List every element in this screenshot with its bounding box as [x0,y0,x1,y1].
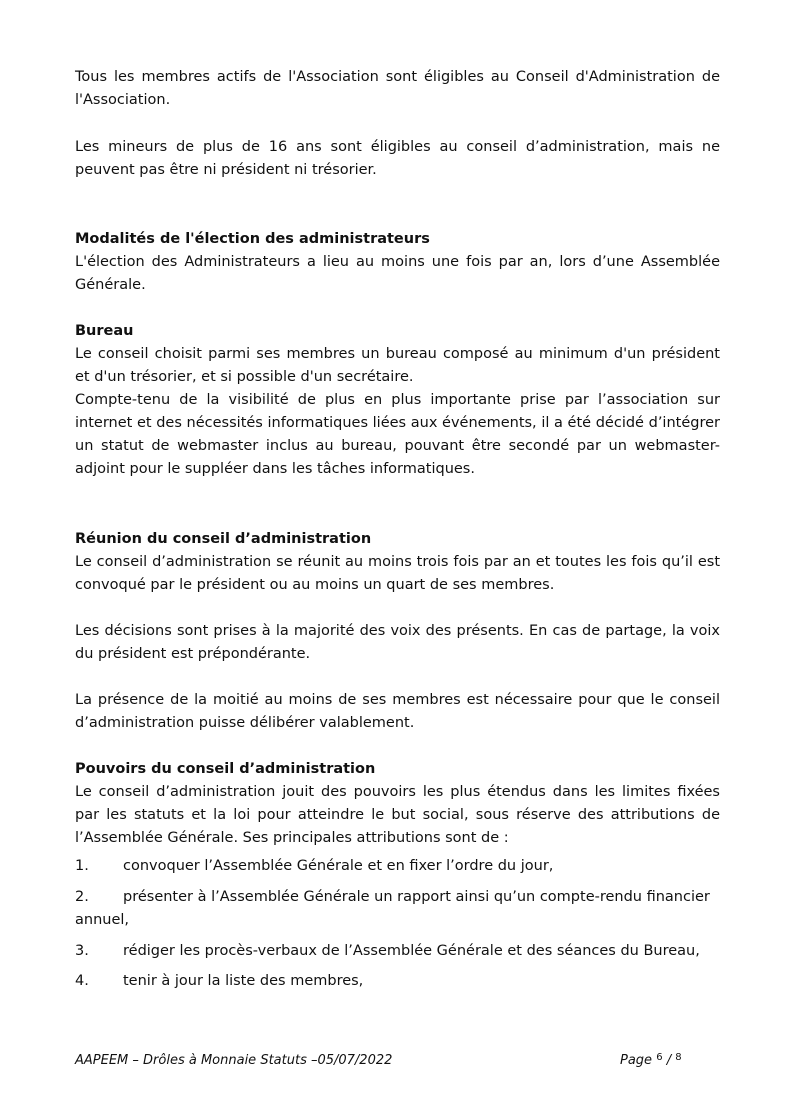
list-item-text: tenir à jour la liste des membres, [123,973,364,989]
section-text-pouvoirs: Le conseil d’administration jouit des pouvoirs les plus étendus dans les limites fixées par les statuts et la loi pour atteindre le but social, sous réserve des attributions de l’Assemblée Générale. Ses principales attributions sont de : [75,784,720,846]
section-text-election: L'élection des Administrateurs a lieu au moins une fois par an, lors d’une Assemblée Générale. [75,254,720,293]
page-total: 8 [675,1052,682,1063]
section-heading-bureau: Bureau [75,323,134,339]
list-item-number: 3. [75,943,89,959]
list-item-text: convoquer l’Assemblée Générale et en fixer l’ordre du jour, [123,858,554,874]
section-reunion [75,528,720,597]
section-text-bureau-1: Le conseil choisit parmi ses membres un bureau composé au minimum d'un président et d'un trésorier, et si possible d'un secrétaire. [75,346,720,385]
section-bureau [75,320,720,481]
list-item-number: 2. [75,889,89,905]
paragraph-decisions: Les décisions sont prises à la majorité des voix des présents. En cas de partage, la voix du président est prépondérante. [75,623,720,662]
section-heading-reunion: Réunion du conseil d’administration [75,531,372,547]
list-item [75,970,720,993]
paragraph-minors: Les mineurs de plus de 16 ans sont éligibles au conseil d’administration, mais ne peuvent pas être ni président ni trésorier. [75,139,720,178]
footer-document-title: AAPEEM – Drôles à Monnaie Statuts –05/07/2022 [75,1053,393,1068]
section-pouvoirs [75,758,720,850]
page-label: Page [620,1053,653,1068]
section-text-bureau-2: Compte-tenu de la visibilité de plus en plus importante prise par l’association sur internet et des nécessités informatiques liées aux événements, il a été décidé d’intégrer un statut de webmaster inclus au bureau, pouvant être secondé par un webmaster-adjoint pour le suppléer dans les tâches informatiques. [75,392,720,477]
section-text-reunion-1: Le conseil d’administration se réunit au moins trois fois par an et toutes les fois qu’il est convoqué par le président ou au moins un quart de ses membres. [75,554,720,593]
paragraph-eligibility: Tous les membres actifs de l'Association sont éligibles au Conseil d'Administration de l'Association. [75,69,720,108]
paragraph-quorum: La présence de la moitié au moins de ses membres est nécessaire pour que le conseil d’administration puisse délibérer valablement. [75,692,720,731]
section-election [75,228,720,297]
list-item [75,855,720,878]
list-item-number: 4. [75,973,89,989]
list-item [75,886,720,932]
section-heading-election: Modalités de l'élection des administrateurs [75,231,430,247]
page-separator: / [666,1053,672,1068]
page-current: 6 [656,1052,663,1063]
list-item-number: 1. [75,858,89,874]
section-heading-pouvoirs: Pouvoirs du conseil d’administration [75,761,376,777]
list-item-text: rédiger les procès-verbaux de l’Assemblée Générale et des séances du Bureau, [123,943,700,959]
list-item-text: présenter à l’Assemblée Générale un rapport ainsi qu’un compte-rendu financier annuel, [75,889,710,928]
list-item [75,940,720,963]
footer-page-number [620,1053,682,1068]
